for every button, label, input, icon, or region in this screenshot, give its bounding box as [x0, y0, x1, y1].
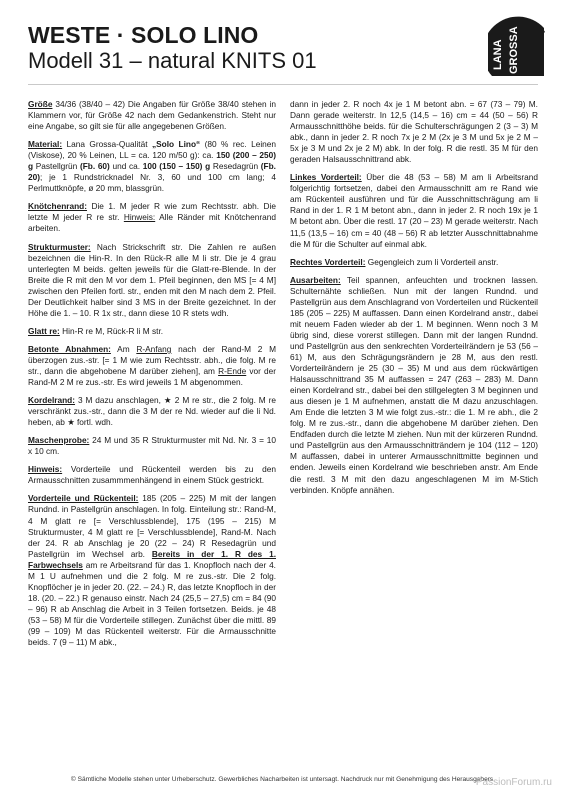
section-rechtes-vorderteil: Rechtes Vorderteil: Gegengleich zum li Vorderteil anstr.	[290, 256, 499, 267]
section-strukturmuster: Strukturmuster: Nach Strickschrift str. Die Zahlen re außen bezeichnen die Hin-R. In den Rück-R alle M li str. Die je 4 grau unterlegten M beids. gelten jeweils für die Glatt-re-Blende. In der Breite die R mit den M vor dem 1. Pfeil beginnen, den MS [= 4 M] zwischen den Pfeilen fortl. str., enden mit den M nach dem 2. Pfeil. Der Deutlichkeit halber sind 3 MS in der Breite gezeichnet. In der Höhe die 1. – 10. R 1x str., dann diese 10 R stets wdh.	[28, 241, 276, 318]
right-column	[290, 99, 538, 503]
section-vorderteile-rueckenteil: Vorderteile und Rückenteil: 185 (205 – 225) M mit der langen Rundnd. in Pastellgrün anschlagen. In folg. Einteilung str.: Rand-M, 4 M glatt re [= Verschlussblende], 175 (195 – 215) M Strukturmuster, 4 M glatt re [= Verschlussblende], Rand-M. Nach der 24. R ab Anschlag je 20 (22 – 24) R Resedagrün und Pastellgrün im Wechsel arb. Bereits in der 1. R des 1. Farbwechsels am re Arbeitsrand für das 1. Knopfloch nach der 4. M 1 U aufnehmen und die 2 folg. M re zus.-str. Die 2 folg. Knopflöcher je in jeder 20. (22. – 24.) R, das letzte Knopfloch in der 18. (20. – 22.) R genauso einstr. Nach 24 (25,5 – 27,5) cm = 84 (90 – 96) R ab Anschlag die Arbeit in 3 Teilen fortsetzen. Beids. je 48 (53 – 58) M für die Vorderteile stillegen. Zunächst über die mittl. 89 (99 – 109) M das Rückenteil weiterstr. Für die Armausschnitte beids. 7 (9 – 11) M abk.,	[28, 493, 276, 648]
section-hinweis: Hinweis: Vorderteile und Rückenteil werden bis zu den Armausschnitten zusammmenhängend in einem Stück gestrickt.	[28, 464, 276, 486]
copyright-footer: © Sämtliche Modelle stehen unter Urheberschutz. Gewerbliches Nacharbeiten ist untersagt. Nachdruck nur mit Genehmigung des Herausgebers.	[70, 776, 496, 783]
section-linkes-vorderteil: Linkes Vorderteil: Über die 48 (53 – 58) M am li Arbeitsrand folgerichtig fortsetzen, dabei den Armausschnitt am re Rand wie am Rückenteil ausführen und für die Ausschnittschrägung am li Rand in der 1. R 1 M betont abn., dann in jeder 2. R noch 19x je 1 M betont abn. Über die restl. 17 (20 – 23) M gerade weiterstr. Nach 11,5 (13,5 – 16) cm = 40 (48 – 56) R ab letzter Ausschnittabnahme die M für die Schulter auf einmal abk.	[290, 172, 539, 249]
logo-text-grossa: GROSSA	[508, 26, 520, 74]
section-rueckenteil-continued: dann in jeder 2. R noch 4x je 1 M betont abn. = 67 (73 – 79) M. Dann gerade weiterstr. In 12,5 (14,5 – 16) cm = 44 (50 – 56) R Armausschnitthöhe beids. für die Schulterschrägungen 2 (3 – 3) M abk., dann in jeder 2. R noch 7x je 2 M (2x je 3 M und 5x je 2 M – 5x je 3 M und 2x je 2 M) abk. In der folg. R die restl. 35 M für den geraden Halsausschnittrand abk.	[290, 99, 538, 165]
lana-grossa-logo	[488, 16, 546, 78]
logo-text-lana: LANA	[492, 39, 504, 70]
page-header	[28, 22, 468, 74]
section-betonte-abnahmen: Betonte Abnahmen: Am R-Anfang nach der Rand-M 2 M überzogen zus.-str. [= 1 M wie zum Rechtsstr. abh., die folg. M re str., dann die abgehobene M darüber ziehen], am R-Ende vor der Rand-M 2 M re zus.-str. Es wird jeweils 1 M abgenommen.	[28, 343, 276, 388]
section-ausarbeiten: Ausarbeiten: Teil spannen, anfeuchten und trocknen lassen. Schulternähte schließen. Nun mit der langen Rundnd. und Pastellgrün aus dem Anschlagrand von Vorderteilen und Rückenteil 185 (205 – 225) M auffassen. Dann einen Kordelrand anstr., dabei mit neuem Faden wieder ab der 1. M beginnen. Wenn noch 3 M übrig sind, diese vorerst stillegen. Dann mit der langen Rundnd. und Pastellgrün aus den senkrechten Vorderteilrändern je 53 (56 – 61) M, aus den Schrägungsrändern je 28 M, aus den restl. Vorderteilrändern je 25 (30 – 35) M und aus dem rückwärtigen Halsausschnittrand 35 M auffassen = 247 (263 – 283) M. Dann einen Kordelrand str., dabei bei den stillgelegten 3 M beginnen und aus diesen je 1 M aufnehmen, anstatt die M dazu anzuschlagen. Am Ende die letzten 3 M wie folgt zus.-str.: die 1. M re abh., die 2 folg. M re zus.-str., dann die abgehobene M darüber ziehen. Den Endfaden durch die letzte M ziehen. Nun mit der kürzeren Rundnd. und Pastellgrün aus den Armausschnitträndern je 104 (112 – 120) M auffassen, dabei in unterer Armausschnittmitte beginnen und enden. Jeweils einen Kordelrand wie beschrieben anstr. Am Ende die restl. 3 M mit den dazu angeschlagenen M im M-Stich verbinden. Knöpfe annähen.	[290, 274, 538, 495]
section-knoetchenrand: Knötchenrand: Die 1. M jeder R wie zum Rechtsstr. abh. Die letzte M jeder R re str. Hinweis: Alle Ränder mit Knötchenrand arbeiten.	[28, 201, 276, 234]
section-kordelrand: Kordelrand: 3 M dazu anschlagen, ★ 2 M re str., die 2 folg. M re verschränkt zus.-str., dann die 3 M der re Nd. wieder auf die li Nd. heben, ab ★ fortl. wdh.	[28, 395, 276, 428]
section-maschenprobe: Maschenprobe: 24 M und 35 R Strukturmuster mit Nd. Nr. 3 = 10 x 10 cm.	[28, 435, 276, 457]
section-material: Material: Lana Grossa-Qualität „Solo Lino“ (80 % rec. Leinen (Viskose), 20 % Leinen, LL = ca. 120 m/50 g): ca. 150 (200 – 250) g Pastellgrün (Fb. 60) und ca. 100 (150 – 150) g Resedagrün (Fb. 20); je 1 Rundstricknadel Nr. 3, 60 und 100 cm lang; 4 Perlmuttknöpfe, ø 20 mm, blassgrün.	[28, 139, 276, 194]
left-column	[28, 99, 276, 655]
section-glatt-re: Glatt re: Hin-R re M, Rück-R li M str.	[28, 325, 164, 336]
page-title: WESTE · SOLO LINO	[28, 22, 259, 48]
section-groesse: Größe 34/36 (38/40 – 42) Die Angaben für Größe 38/40 stehen in Klammern vor, für Größe 42 nach dem Gedankenstrich. Steht nur eine Angabe, so gilt sie für alle angegebenen Größen.	[28, 99, 276, 132]
page-subtitle: Modell 31 – natural KNITS 01	[28, 48, 317, 73]
header-divider	[28, 84, 538, 85]
watermark: PassionForum.ru	[475, 777, 552, 788]
